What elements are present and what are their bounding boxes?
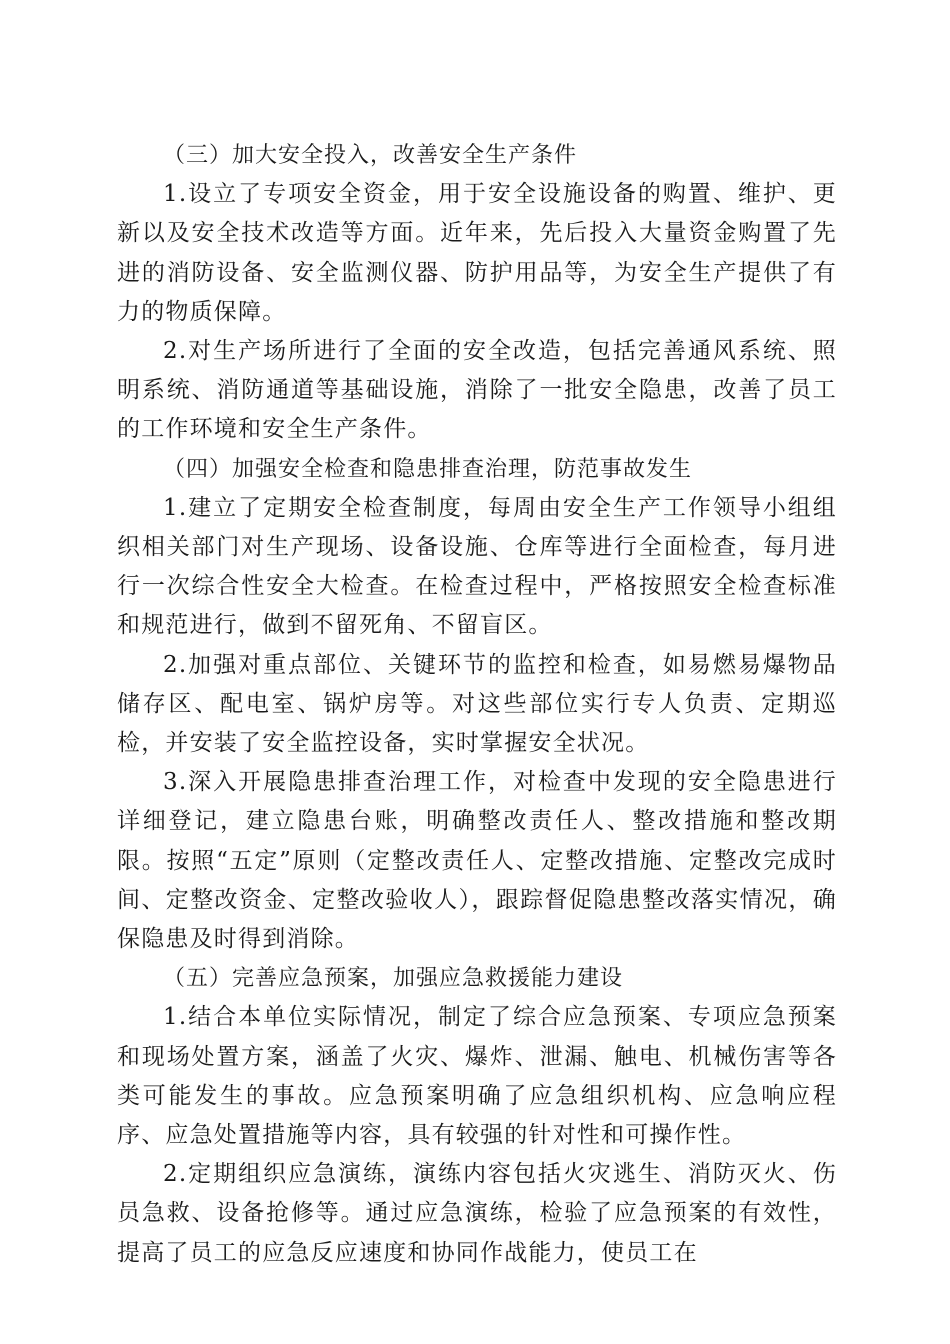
paragraph-3-1: 1.设立了专项安全资金，用于安全设施设备的购置、维护、更新以及安全技术改造等方面。近年来，先后投入大量资金购置了先进的消防设备、安全监测仪器、防护用品等，为安全生产提供了有力的物质保障。 [117,181,837,325]
section-heading-5: （五）完善应急预案，加强应急救援能力建设 [163,966,624,992]
document-page [117,136,837,1273]
paragraph-4-1: 1.建立了定期安全检查制度，每周由安全生产工作领导小组组织相关部门对生产现场、设备设施、仓库等进行全面检查，每月进行一次综合性安全大检查。在检查过程中，严格按照安全检查标准和规范进行，做到不留死角、不留盲区。 [117,494,837,639]
paragraph-5-1: 1.结合本单位实际情况，制定了综合应急预案、专项应急预案和现场处置方案，涵盖了火灾、爆炸、泄漏、触电、机械伤害等各类可能发生的事故。应急预案明确了应急组织机构、应急响应程序、应急处置措施等内容，具有较强的针对性和可操作性。 [117,1004,837,1149]
paragraph-4-3: 3.深入开展隐患排查治理工作，对检查中发现的安全隐患进行详细登记，建立隐患台账，明确整改责任人、整改措施和整改期限。按照“五定”原则（定整改责任人、定整改措施、定整改完成时间、定整改资金、定整改验收人），跟踪督促隐患整改落实情况，确保隐患及时得到消除。 [117,769,837,953]
paragraph-3-2: 2.对生产场所进行了全面的安全改造，包括完善通风系统、照明系统、消防通道等基础设施，消除了一批安全隐患，改善了员工的工作环境和安全生产条件。 [117,338,837,443]
paragraph-5-2: 2.定期组织应急演练，演练内容包括火灾逃生、消防灭火、伤员急救、设备抢修等。通过应急演练，检验了应急预案的有效性，提高了员工的应急反应速度和协同作战能力，使员工在 [117,1161,837,1266]
section-heading-3: （三）加大安全投入，改善安全生产条件 [163,143,578,168]
section-heading-4: （四）加强安全检查和隐患排查治理，防范事故发生 [163,456,693,482]
paragraph-4-2: 2.加强对重点部位、关键环节的监控和检查，如易燃易爆物品储存区、配电室、锅炉房等。对这些部位实行专人负责、定期巡检，并安装了安全监控设备，实时掌握安全状况。 [117,651,837,757]
